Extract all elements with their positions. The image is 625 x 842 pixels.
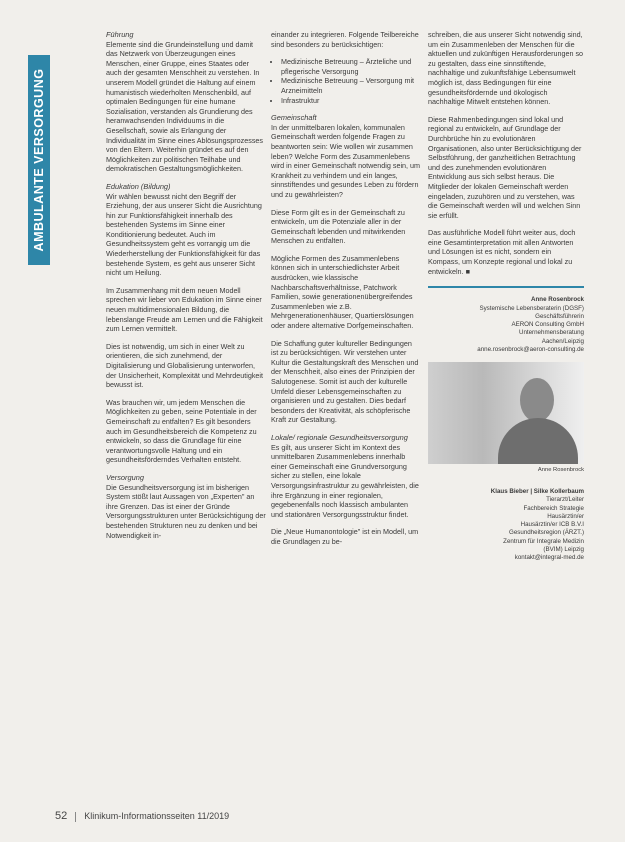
list-item: • Medizinische Betreuung – Ärzteliche und pflegerische Versorgung bbox=[281, 57, 421, 76]
heading-fuehrung: Führung bbox=[106, 30, 134, 39]
author-email: kontakt@integral-med.de bbox=[514, 554, 584, 562]
author-line: (BVIM) Leipzig bbox=[543, 546, 584, 553]
heading-lokale-versorgung: Lokale/ regionale Gesundheitsversorgung bbox=[271, 432, 408, 442]
author-box-1 bbox=[428, 296, 584, 354]
footer-divider bbox=[75, 812, 76, 822]
section-sidebar bbox=[28, 55, 50, 265]
paragraph: Mögliche Formen des Zusammenlebens können sich in unterschiedlichster Arbeit ausdrücken, wie klassische Nachbarschaftsverhältnisse, Patchwork Familien, sowie generationenübergreifendes Zusammenleben wie z.B. Mehrgenerationenhäuser, Quartierslösungen oder andere alternative Dorfgemeinschaften. bbox=[271, 253, 414, 331]
list-item: • Infrastruktur bbox=[281, 96, 421, 106]
column-1 bbox=[106, 30, 266, 548]
paragraph: Was brauchen wir, um jedem Menschen die Möglichkeiten zu geben, seine Potentiale in der Gemeinschaft zu entfalten? Es gilt besonders auch im Gesundheitsbereich die Kompetenz zu entwickeln, so dass die Grundlage für eine verantwortungsvolle Haltung und ein gesundheitsförderndes Verhalten entsteht. bbox=[106, 397, 257, 465]
column-3 bbox=[428, 30, 584, 563]
author-box-2 bbox=[428, 488, 584, 563]
photo-body bbox=[498, 418, 578, 464]
paragraph: Die Gesundheitsversorgung ist im bisherigen System stößt laut Aussagen von „Experten" an ihre Grenzen. Das ist einer der Gründe Versorgungsstrukturen unter Berücksichtigung der bestehenden Strukturen neu zu denken und bei Notwendigkeit in- bbox=[106, 482, 266, 540]
paragraph: schreiben, die aus unserer Sicht notwendig sind, um ein Zusammenleben der Menschen für die aktuellen und zukünftigen Herausforderungen so zu gestalten, dass eine sinnstiftende, nachhaltige und zukunftsfähige Lebensumwelt möglich ist, dass Bedingungen für eine gesundheitsfördernde und ökologisch nachhaltige Mitwelt entstehen können. bbox=[428, 30, 584, 107]
paragraph: Es gilt, aus unserer Sicht im Kontext des unmittelbaren Zusammenlebens innerhalb einer Gemeinschaft eine Grundversorgung sicher zu stellen, eine lokale Versorgungsinfrastruktur zu gewährleisten, die ihre Ergänzung in einer regionalen, gegebenenfalls noch klassisch ambulanten und stationären Versorgungsstruktur findet. bbox=[271, 442, 419, 519]
author-name: Klaus Bieber | Silke Kollerbaum bbox=[490, 487, 584, 495]
page-footer bbox=[55, 810, 229, 822]
paragraph: Die „Neue Humanontologie" ist ein Modell, um die Grundlagen zu be- bbox=[271, 527, 419, 546]
end-mark-icon: ■ bbox=[465, 266, 470, 276]
heading-edukation: Edukation (Bildung) bbox=[106, 181, 171, 191]
author-line: Tierarzt/Leiter bbox=[546, 496, 584, 504]
paragraph: Elemente sind die Grundeinstellung und damit das Netzwerk von Überzeugungen eines Menschen, einer Gruppe, eines Staates oder auch der gesamten Menschheit zu verstehen. In unserem Modell gründet die Haltung auf einem humanistisch wiederholten Menschenbild, auf optimalen Bedingungen für eine humane Sozialisation, verstanden als Grundierung des heranwachsenden Individuums in die Gesellschaft, sowie als Erlangung der Individualität im Sinne eines Ablösungsprozesses von den Eltern. Weiterhin gründet es auf den Möglichkeiten zur politischen Teilhabe und demokratischen Gestaltungsmöglichkeiten. bbox=[106, 39, 264, 174]
author-line: Unternehmensberatung bbox=[518, 329, 584, 337]
author-line: Fachbereich Strategie bbox=[523, 504, 584, 512]
divider bbox=[428, 286, 584, 288]
paragraph: einander zu integrieren. Folgende Teilbereiche sind besonders zu berücksichtigen: bbox=[271, 30, 419, 49]
author-line: Aachen/Leipzig bbox=[541, 337, 584, 345]
journal-name: Klinikum-Informationsseiten 11/2019 bbox=[84, 811, 230, 821]
paragraph-end: Das ausführliche Modell führt weiter aus, doch eine Gesamtinterpretation mit allen Antworten und Lösungen ist es nicht, sondern ein Kompass, um Konzepte regional und lokal zu entwickeln. ■ bbox=[428, 228, 576, 276]
page-number: 52 bbox=[55, 810, 68, 822]
section-label: AMBULANTE VERSORGUNG bbox=[32, 68, 46, 252]
paragraph: Die Schaffung guter kultureller Bedingungen ist zu berücksichtigen. Wir verstehen unter Kultur die Gestaltungskraft des Menschen und der Menschheit, also eines der Prinzipien der Salutogenese. Somit ist auch der kulturelle Umfeld dieser Lebensgemeinschaften zu organisieren und zu gestalten. Dies bedarf besonders der Kreativität, als schöpferische Kraft zur Gestaltung. bbox=[271, 338, 419, 425]
column-2 bbox=[271, 30, 421, 555]
paragraph: Dies ist notwendig, um sich in einer Welt zu orientieren, die sich zunehmend, der Digitalisierung und Globalisierung unterworfen, der Unsicherheit, Komplexität und Mehrdeutigkeit bewusst ist. bbox=[106, 341, 264, 390]
bullet-list bbox=[271, 57, 421, 105]
photo-head bbox=[520, 378, 554, 422]
author-photo bbox=[428, 362, 584, 464]
photo-caption: Anne Rosenbrock bbox=[537, 467, 584, 474]
author-email: anne.rosenbrock@aeron-consulting.de bbox=[477, 346, 584, 354]
paragraph: Diese Form gilt es in der Gemeinschaft zu entwickeln, um die Potenziale aller in der Gemeinschaft lebenden und mitwirkenden Menschen zu entfalten. bbox=[271, 207, 406, 246]
author-name: Anne Rosenbrock bbox=[531, 296, 584, 304]
paragraph: Diese Rahmenbedingungen sind lokal und regional zu entwickeln, auf Grundlage der Durchbrüche hin zu evolutionären Organisationen, also unter Berücksichtigung der Selbstführung, der ganzheitlichen Betrachtung und des zunehmenden evolutionären Entwicklung aus sich selbst heraus. Die Mitglieder der lokalen Gemeinschaft werden eingeladen, zuzuhören und zu verstehen, was die Gemeinschaft werden will und welchen Sinn sie erfüllt. bbox=[428, 114, 582, 220]
paragraph: In der unmittelbaren lokalen, kommunalen Gemeinschaft werden folgende Fragen zu beantworten sein: Wie wollen wir zusammen leben? Welche Form des Zusammenlebens wird in einer Gemeinschaft notwendig sein, um Krankheit zu verhindern und ein langes, sinnstiftendes und gesundes Leben zu fördern und zu gewährleisten? bbox=[271, 122, 421, 199]
author-line: Hausärztin/er bbox=[547, 512, 584, 520]
paragraph: Im Zusammenhang mit dem neuen Modell sprechen wir lieber von Edukation im Sinne einer neuen multidimensionalen Bildung, die lebenslange Freude am Lernen und die Fähigkeit zum Lernen vermittelt. bbox=[106, 285, 263, 334]
heading-gemeinschaft: Gemeinschaft bbox=[271, 113, 317, 123]
author-line: Gesundheitsregion (ÄRZT.) bbox=[509, 529, 584, 537]
author-line: AERON Consulting GmbH bbox=[511, 321, 584, 329]
paragraph: Wir wählen bewusst nicht den Begriff der Erziehung, der aus unserer Sicht die Ausrichtung hin zur Funktionsfähigkeit innerhalb des bestehenden Systems im Sinne einer Konditionierung bedeutet. Auch im Gesundheitssystem geht es vorrangig um die Wiederherstellung der Funktionsfähigkeit für das bestehende System, es geht aus unserer Sicht nicht um Heilung. bbox=[106, 191, 262, 278]
author-line: Geschäftsführerin bbox=[535, 312, 584, 320]
heading-versorgung: Versorgung bbox=[106, 472, 144, 482]
author-line: Zentrum für Integrale Medizin bbox=[503, 537, 584, 545]
list-item: • Medizinische Betreuung – Versorgung mit Arzneimitteln bbox=[281, 76, 421, 95]
author-line: Hausärztin/er ICB B.V.I bbox=[520, 521, 584, 529]
author-line: Systemische Lebensberaterin (DGSF) bbox=[479, 304, 584, 312]
